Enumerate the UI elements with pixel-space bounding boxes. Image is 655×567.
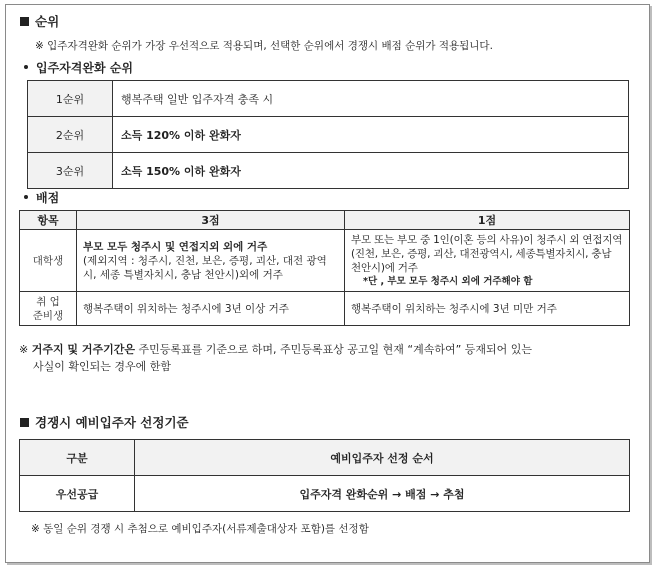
footnote-bold: 거주지 및 거주기간은 [31, 343, 136, 356]
rank-cell: 1순위 [28, 81, 113, 117]
waitlist-note: ※ 동일 순위 경쟁 시 추첨으로 예비입주자(서류제출대상자 포함)를 선정함 [31, 523, 369, 535]
ranking-note: ※ 입주자격완화 순위가 가장 우선적으로 적용되며, 선택한 순위에서 경쟁시 배점 순위가 적용됩니다. [35, 40, 493, 52]
header-order: 예비입주자 선정 순서 [135, 440, 630, 476]
table-row [20, 230, 630, 292]
category-cell: 우선공급 [20, 476, 135, 512]
section-ranking-heading [20, 12, 59, 30]
table-header-row [20, 211, 630, 230]
header-item: 항목 [20, 211, 77, 230]
one-point-text: 부모 또는 부모 중 1인(이혼 등의 사유)이 청주시 외 연접지역(진천, 보은, 증평, 괴산, 대전광역시, 세종특별자치시, 충남 천안시)에 거주 [351, 233, 623, 274]
residence-footnote: ※ 거주지 및 거주기간은 주민등록표를 기준으로 하며, 주민등록표상 공고일 현재 “계속하여” 등재되어 있는 사실이 확인되는 경우에 한함 [19, 343, 533, 373]
dot-bullet-icon [24, 65, 28, 69]
table-row [28, 117, 629, 153]
section-title: 순위 [35, 14, 60, 29]
three-point-cell: 행복주택이 위치하는 청주시에 3년 이상 거주 [77, 292, 345, 326]
rank-cell: 3순위 [28, 153, 113, 189]
waitlist-table [19, 439, 630, 512]
ranking-table [27, 80, 629, 189]
square-bullet-icon [20, 17, 29, 26]
rank-cell: 2순위 [28, 117, 113, 153]
sub-heading-score: 배점 [24, 189, 59, 206]
table-row [28, 153, 629, 189]
header-one-point: 1점 [345, 211, 630, 230]
table-row [20, 292, 630, 326]
footnote-line1: 주민등록표를 기준으로 하며, 주민등록표상 공고일 현재 “계속하여” 등재되어 있는 [138, 343, 533, 356]
rank-desc-cell: 행복주택 일반 입주자격 충족 시 [113, 81, 629, 117]
section-title: 경쟁시 예비입주자 선정기준 [35, 415, 189, 430]
table-header-row [20, 440, 630, 476]
category-cell: 대학생 [20, 230, 77, 292]
three-point-bold-text: 부모 모두 청주시 및 연접지외 외에 거주 [83, 240, 268, 253]
rank-desc-cell: 소득 120% 이하 완화자 [113, 117, 629, 153]
order-cell: 입주자격 완화순위 → 배점 → 추첨 [135, 476, 630, 512]
category-cell: 취 업 준비생 [20, 292, 77, 326]
one-point-cell: 행복주택이 위치하는 청주시에 3년 미만 거주 [345, 292, 630, 326]
square-bullet-icon [20, 418, 29, 427]
three-point-text: (제외지역 : 청주시, 진천, 보은, 증평, 괴산, 대전 광역시, 세종 특별자치시, 충남 천안시)외에 거주 [83, 254, 327, 281]
section-waitlist-heading [20, 413, 189, 431]
rank-desc-cell: 소득 150% 이하 완화자 [113, 153, 629, 189]
table-row [28, 81, 629, 117]
table-row [20, 476, 630, 512]
dot-bullet-icon [24, 195, 28, 199]
three-point-cell [77, 230, 345, 292]
footnote-line2: 사실이 확인되는 경우에 한함 [33, 360, 172, 373]
header-three-points: 3점 [77, 211, 345, 230]
score-table [19, 210, 630, 326]
sub-heading-qualification: 입주자격완화 순위 [24, 59, 133, 76]
header-category: 구분 [20, 440, 135, 476]
one-point-cell [345, 230, 630, 292]
one-point-note: *단 , 부모 모두 청주시 외에 거주해야 함 [363, 275, 533, 287]
